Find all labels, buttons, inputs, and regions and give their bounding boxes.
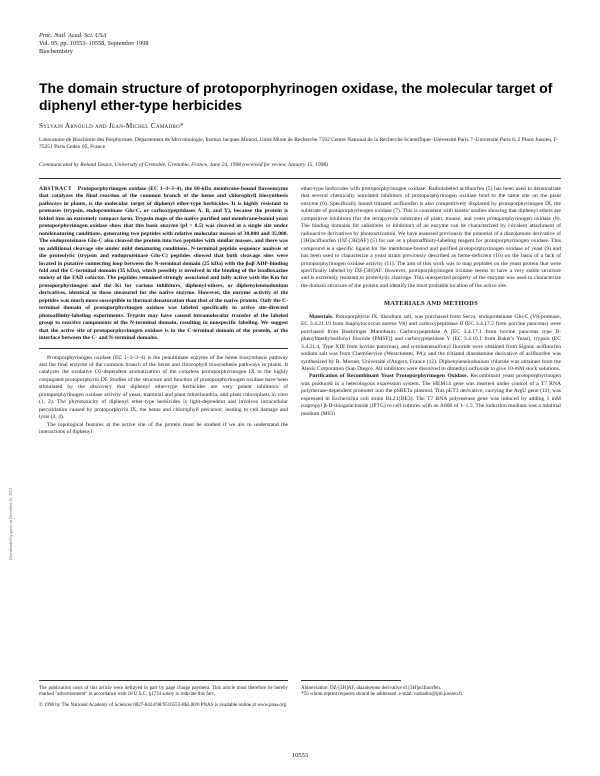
abstract-text: Protoporphyrinogen oxidase (EC 1–3–3–4), the 60-kDa membrane-bound flavoenzyme that catalyzes the final reaction of the common branch of the heme and chlorophyll biosynthesis pathways in plants, is the molecular target of diphenyl ether-type herbicides. It is highly resistant to proteases (trypsin, endoproteinase Glu-C, or carboxypeptidases A, B, and Y), because the protein is folded into an extremely compact form. Trypsin maps of the native purified and membrane-bound yeast protoporphyrinogen oxidase show that this basic enzyme (pI > 8.5) was cleaved at a single site under nondenaturing conditions, generating two peptides with relative molecular masses of 30,000 and 35,000. The endoproteinase Glu-C also cleaved the protein into two peptides with similar masses, and there was no additional cleavage site under mild denaturing conditions. N-terminal peptide sequence analysis of the proteolytic (trypsin and endoproteinase Glu-C) peptides showed that both cleavage sites were located in putative connecting loop between the N-terminal domain (25 kDa) with the βαβ ADP-binding fold and the C-terminal domain (35 kDa), which possibly is involved in the binding of the isoalloxazine moiety of the FAD cofactor. The peptides remained strongly associated and fully active with the Km for protoporphyrinogen and the Ki for various inhibitors, diphenyl-ethers, or diphenyleneiodonium derivatives, identical to those measured for the native enzyme. However, the enzyme activity of the peptides was much more susceptible to thermal denaturation than that of the native protein. Only the C-terminal domain of protoporphyrinogen oxidase was labeled specifically in active site-directed photoaffinity-labeling experiments. Trypsin may have caused intramolecular transfer of the labeled group to reactive components of the N-terminal domain, resulting in nonspecific labeling. We suggest that the active site of protoporphyrinogen oxidase is in the C-terminal domain of the protein, at the interface between the C- and N-terminal domains.	[39, 186, 288, 342]
publication-cost-note: The publication costs of this article were defrayed in part by page charge payment. This article must therefore be hereby marked "advertisement" in accordance with 18 U.S.C. §1734 solely to indicate this fact.	[39, 686, 288, 698]
download-side-mark: Downloaded by guest on December 20, 2021	[8, 487, 13, 560]
right-column	[301, 186, 561, 418]
purification-paragraph	[301, 373, 561, 418]
abstract	[39, 186, 288, 343]
abbreviation-note: Abbreviation: DZ-[3H]AF, diazoketone derivative of [3H]acifluorfen.	[301, 686, 441, 691]
purification-label: Purification of Recombinant Yeast Protoporphyrinogen Oxidase.	[309, 373, 468, 380]
journal-volume: Vol. 95, pp. 10553–10558, September 1998	[39, 40, 149, 47]
materials-label: Materials.	[309, 313, 334, 320]
abstract-rule	[39, 348, 288, 349]
reprint-note: *To whom reprint requests should be addressed. e-mail: camadro@ijm.jussieu.fr.	[301, 692, 464, 698]
intro-continued: ether-type herbicides with protoporphyrinogen oxidase. Radiolabeled acifluorfen (5) has been used to demonstrate that several chemically unrelated inhibitors of protoporphyrinogen oxidase bind to the same site on the plant enzyme (6). Specifically bound tritiated acifluorfen is also competitively displaced by protoporphyrinogen IX, the substrate of protoporphyrinogen oxidase (7). This is consistent with kinetic studies showing that diphenyl ethers are competitive inhibitors (for the tetrapyrrole substrate) of plant, mouse, and yeast protoporphyrinogen oxidase (8). The binding domains for substrates or inhibitors of an enzyme can be characterized by covalent attachment of radioactive derivatives by photoactivation. We have assessed previously the potential of a diazoketone derivative of [3H]acifluorfen (DZ-[3H]AF) (5) for use as a photoaffinity-labeling reagent for protoporphyrinogen oxidase. This compound is a specific ligand for the membrane-bound and purified protoporphyrinogen oxidase of yeast (9) and has been used to characterize a yeast strain previously described as heme-deficient (10) on the basis of a lack of protoporphyrinogen oxidase activity (11). The aim of this work was to map peptides on the yeast protein that were specifically labeled by DZ-[3H]AF. However, protoporphyrinogen oxidase seems to have a very stable structure and is extremely resistant to proteolytic cleavage. This unexpected property of the enzyme was used to characterize the domain structure of the protein and identify the most probable location of the active site.	[301, 186, 561, 289]
paper-title: The domain structure of protoporphyrinogen oxidase, the molecular target of diphenyl ether-type herbicides	[39, 80, 553, 113]
journal-section: Biochemistry	[39, 48, 73, 55]
intro-paragraph-1: Protoporphyrinogen oxidase (EC 1–3–3–4) is the penultimate enzyme of the heme biosynthesis pathway and the final enzyme of the common branch of the heme and chlorophyll biosynthesis pathways in plants. It catalyzes the oxidative O2-dependent aromatization of the colorless protoporphyrinogen IX to the highly conjugated protoporphyrin IX. Studies of the structure and function of protoporphyrinogen oxidase have been stimulated by the discovery that diphenyl ether-type herbicides are very potent inhibitors of protoporphyrinogen oxidase activity of yeast, mammal and plant mitochondria, and plant chloroplasts in vitro (1, 2). The phytotoxicity of diphenyl ether-type herbicides is light-dependent and involves intracellular peroxidation caused by protoporphyrin IX, the heme and chlorophyll precursor, leading to cell damage and lysis (3, 4).	[39, 354, 288, 421]
journal-name: Proc. Natl. Acad. Sci. USA	[39, 32, 107, 39]
author-line: Sylvain Arnould and Jean-Michel Camadro*	[39, 122, 184, 130]
copyright-note: © 1998 by The National Academy of Sciences 0027-8424/98/9510553-6$2.00/0 PNAS is available online at www.pnas.org.	[39, 702, 288, 708]
header-rule	[39, 178, 561, 179]
abstract-label: ABSTRACT	[39, 186, 72, 192]
methods-heading: MATERIALS AND METHODS	[384, 300, 478, 308]
purification-text: Recombinant yeast protoporphyrinogen was produced in a heterologous expression system. The HEM14 gene was inserted under control of a T7 RNA polymerase-dependent promoter into the pSBETa plasmid. This pET3 derivative, carrying the ArgU gene (13), was expressed in Escherichia coli strain BL21(DE3). The T7 RNA polymerase gene was induced by adding 1 mM isopropyl β-D-thiogalactoside (IPTG) to cell cultures with an A600 of 1–1.5. The induction medium was a minimal medium (M63)	[301, 373, 561, 417]
intro-paragraph-2: The topological features at the active site of the protein must be studied if we are to understand the interactions of diphenyl	[39, 421, 288, 436]
materials-paragraph	[301, 314, 561, 374]
footnote-rule-right	[301, 680, 401, 681]
affiliation: Laboratoire de Biochimie des Porphyrines, Département de Microbiologie, Institut Jacques Monod, Unité Mixte de Recherche 7592 Centre National de la Recherche Scientifique–Université Paris 7–Université Paris 6, 2 Place Jussieu, F-75251 Paris Cedex 05, France	[39, 137, 559, 151]
left-column	[39, 186, 288, 437]
materials-text: Protoporphyrin IX, disodium salt, was purchased from Serva, endoproteinase Glu-C (V8-protease, EC 3.4.21.19 from Staphylococcus aureus V8) and carboxypeptidase B (EC 3.4.17.2 from porcine pancreas) were purchased from Boehringer Mannheim. Carboxypeptidase A [EC 3.4.17.1 from bovine pancreas type II-phenylmethylsulfonyl fluoride (PMSF)] and carboxypeptidase Y (EC 3.4.16.1 from Baker's Yeast), trypsin (EC 3.4.21.4, Type XIII from bovine pancreas), and α-toluenesulfonyl fluoride were obtained from Sigma; acifluorfen sodium salt was from ChemService (Westchester, PA); and the tritiated diazoketone derivative of acifluorfen was synthesized by R. Mornet, Université d'Angers, France (12). Diphenyleneiodonium chloride was obtained from the Alexis Corporation (San Diego). All inhibitors were dissolved in dimethyl sulfoxide to give 10-mM stock solutions.	[301, 313, 561, 372]
footnote-left	[39, 686, 288, 709]
footnote-right	[301, 686, 561, 699]
journal-header	[39, 32, 149, 56]
footnote-rule-left	[39, 680, 288, 681]
page-number: 10553	[291, 752, 309, 759]
communicated-by: Communicated by Roland Douce, University of Grenoble, Grenoble, France, June 24, 1998 (received for review January 15, 1998)	[39, 162, 328, 168]
